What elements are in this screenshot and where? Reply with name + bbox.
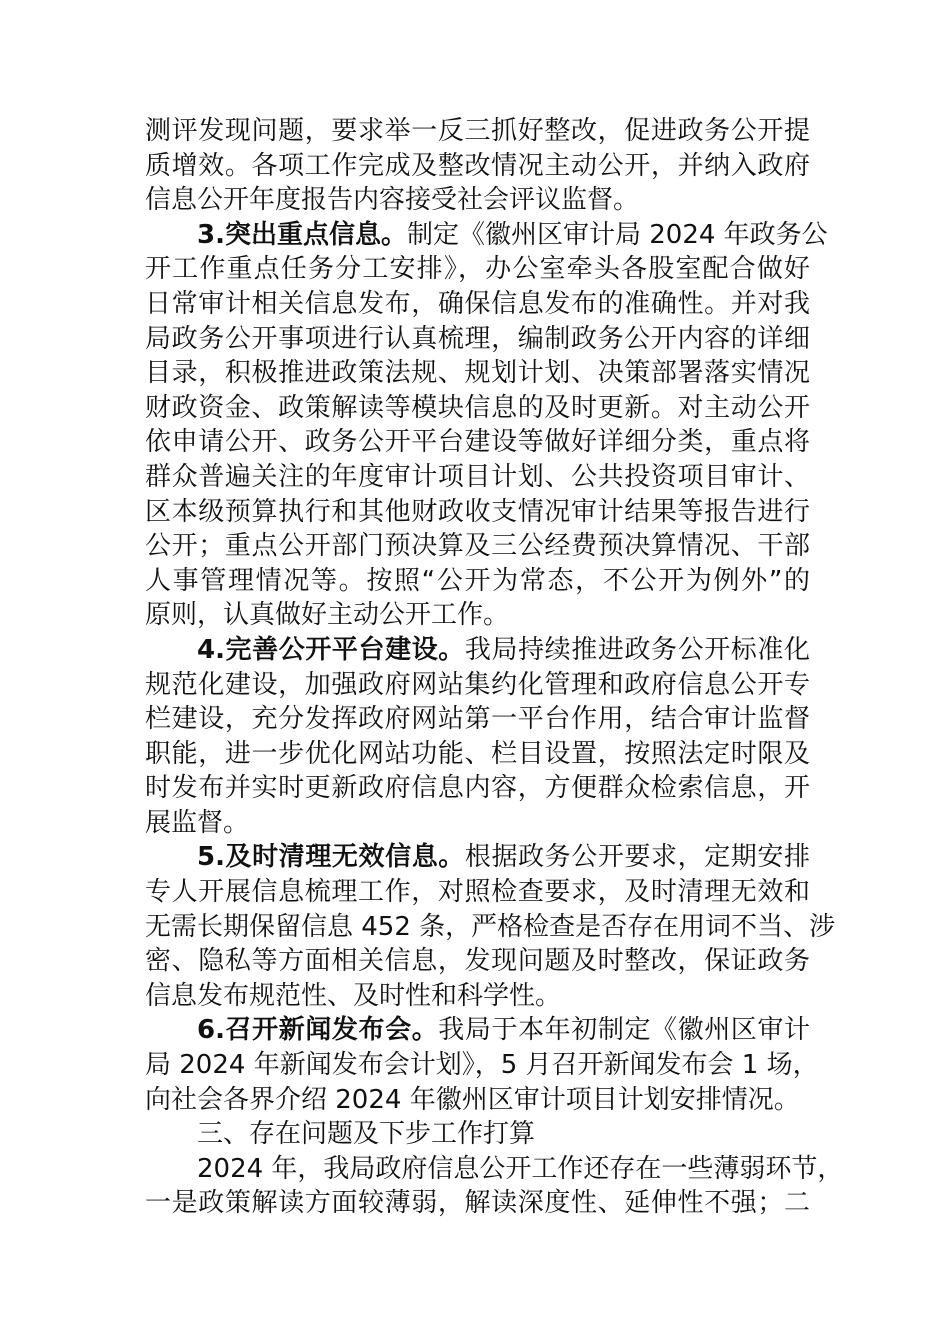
text-line: 展监督。 (145, 807, 250, 838)
text-line: 区本级预算执行和其他财政收支情况审计结果等报告进行 (145, 496, 810, 527)
section-4-heading-line: 4.完善公开平台建设。我局持续推进政务公开标准化 (197, 634, 810, 665)
section-heading: 6.召开新闻发布会。 (197, 1015, 439, 1046)
text-line: 质增效。各项工作完成及整改情况主动公开，并纳入政府 (145, 150, 810, 181)
text-line: 开工作重点任务分工安排》，办公室牵头各股室配合做好 (145, 254, 810, 285)
text-line: 信息发布规范性、及时性和科学性。 (145, 980, 562, 1011)
text-line: 职能，进一步优化网站功能、栏目设置，按照法定时限及 (145, 738, 810, 769)
text-line: 原则，认真做好主动公开工作。 (145, 600, 510, 631)
text-line: 目录，积极推进政策法规、规划计划、决策部署落实情况 (145, 358, 810, 389)
text-line: 人事管理情况等。按照“公开为常态，不公开为例外”的 (145, 565, 810, 596)
text-line: 2024 年，我局政府信息公开工作还存在一些薄弱环节， (197, 1153, 844, 1184)
section-heading: 4.完善公开平台建设。 (197, 634, 465, 665)
section-5-heading-line: 5.及时清理无效信息。根据政务公开要求，定期安排 (197, 842, 810, 873)
text-line: 测评发现问题，要求举一反三抓好整改，促进政务公开提 (145, 116, 810, 146)
text-line: 局政务公开事项进行认真梳理，编制政务公开内容的详细 (145, 323, 810, 354)
text-line: 规范化建设，加强政府网站集约化管理和政府信息公开专 (145, 669, 810, 700)
text-line: 信息公开年度报告内容接受社会评议监督。 (145, 185, 640, 216)
text-line: 日常审计相关信息发布，确保信息发布的准确性。并对我 (145, 288, 810, 319)
text-line: 时发布并实时更新政府信息内容，方便群众检索信息，开 (145, 773, 810, 804)
text-line: 一是政策解读方面较薄弱，解读深度性、延伸性不强；二 (145, 1188, 810, 1219)
text-line: 无需长期保留信息 452 条，严格检查是否存在用词不当、涉 (145, 911, 836, 942)
document-page (145, 114, 844, 1221)
section-3-heading-line: 3.突出重点信息。制定《徽州区审计局 2024 年政务公 (197, 219, 828, 250)
text-line: 栏建设，充分发挥政府网站第一平台作用，结合审计监督 (145, 704, 810, 735)
text-line: 密、隐私等方面相关信息，发现问题及时整改，保证政务 (145, 946, 810, 977)
section-heading: 5.及时清理无效信息。 (197, 842, 465, 873)
text-line: 财政资金、政策解读等模块信息的及时更新。对主动公开 (145, 392, 810, 423)
chapter-three-heading: 三、存在问题及下步工作打算 (197, 1119, 536, 1150)
text-line: 局 2024 年新闻发布会计划》，5 月召开新闻发布会 1 场， (145, 1050, 819, 1081)
text-line: 公开；重点公开部门预决算及三公经费预决算情况、干部 (145, 531, 810, 562)
text-line: 向社会各界介绍 2024 年徽州区审计项目计划安排情况。 (145, 1084, 800, 1115)
section-6-heading-line: 6.召开新闻发布会。我局于本年初制定《徽州区审计 (197, 1015, 810, 1046)
text-line: 群众普遍关注的年度审计项目计划、公共投资项目审计、 (145, 461, 810, 492)
section-heading: 3.突出重点信息。 (197, 219, 407, 250)
text-line: 依申请公开、政务公开平台建设等做好详细分类，重点将 (145, 427, 810, 458)
text-line: 专人开展信息梳理工作，对照检查要求，及时清理无效和 (145, 877, 810, 908)
